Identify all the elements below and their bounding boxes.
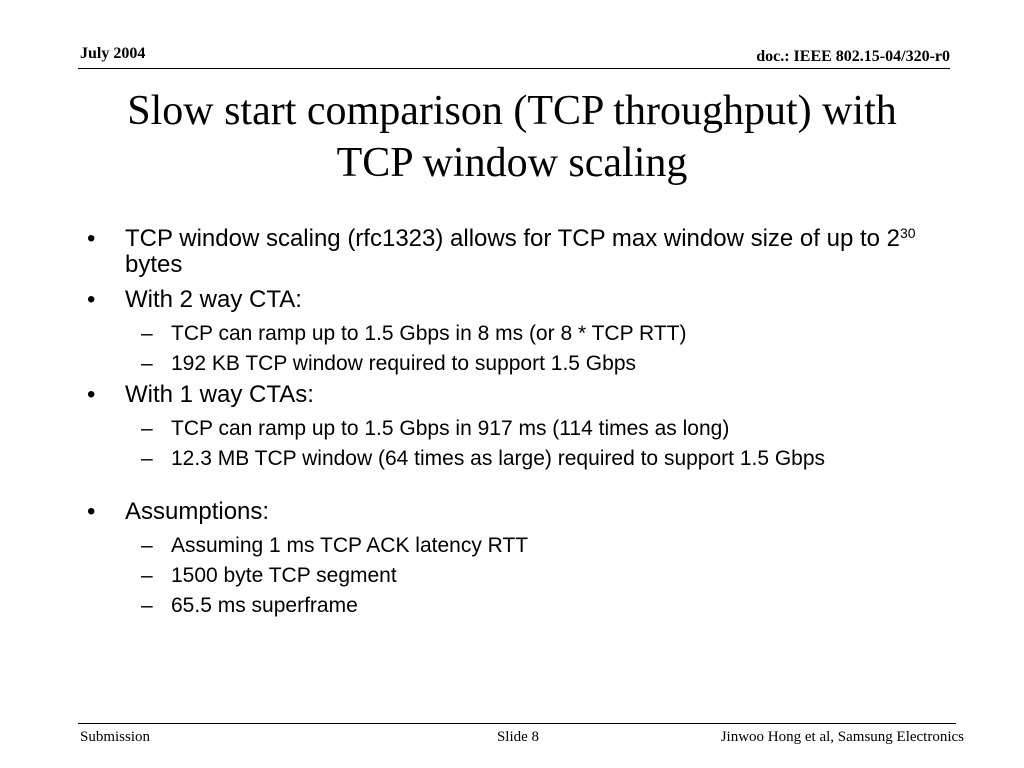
bullet-text: Assumptions: [125, 498, 270, 525]
dash-marker: – [141, 417, 153, 440]
sub-bullet-ack-latency [78, 534, 938, 557]
bullet-text: bytes [125, 251, 183, 278]
sub-bullet-text: Assuming 1 ms TCP ACK latency RTT [171, 534, 529, 557]
sub-bullet-text: 192 KB TCP window required to support 1.5 Gbps [171, 352, 636, 375]
footer-authors: Jinwoo Hong et al, Samsung Electronics [720, 729, 964, 745]
sub-bullet-text: TCP can ramp up to 1.5 Gbps in 917 ms (114 times as long) [171, 417, 730, 440]
footer-slide-number: Slide 8 [496, 729, 540, 745]
bullet-text: With 1 way CTAs: [125, 381, 314, 408]
dash-marker: – [141, 534, 153, 557]
sub-bullet-superframe [78, 594, 938, 617]
bullet-text: With 2 way CTA: [125, 286, 302, 313]
header-divider [78, 68, 950, 69]
slide-title-line-1: Slow start comparison (TCP throughput) with [127, 88, 897, 134]
header-date: July 2004 [80, 45, 146, 62]
exponent: 30 [900, 225, 916, 241]
sub-bullet-text: 1500 byte TCP segment [171, 564, 397, 587]
bullet-two-way-cta [78, 287, 938, 313]
bullet-marker: • [87, 225, 96, 252]
bullet-assumptions [78, 499, 938, 525]
bullet-text: TCP window scaling (rfc1323) allows for TCP max window size of up to 2 [125, 225, 900, 252]
slide-title-line-2: TCP window scaling [336, 140, 688, 186]
dash-marker: – [141, 352, 153, 375]
bullet-window-scaling [78, 226, 938, 278]
sub-bullet-text: 12.3 MB TCP window (64 times as large) required to support 1.5 Gbps [171, 447, 826, 470]
dash-marker: – [141, 447, 153, 470]
bullet-one-way-cta [78, 382, 938, 408]
sub-bullet-text: TCP can ramp up to 1.5 Gbps in 8 ms (or 8 * TCP RTT) [171, 322, 687, 345]
bullet-marker: • [87, 498, 96, 525]
spacer [78, 477, 938, 499]
footer-divider [78, 723, 956, 724]
dash-marker: – [141, 594, 153, 617]
slide-body [78, 226, 938, 624]
sub-bullet-segment-size [78, 564, 938, 587]
sub-bullet-ramp-917ms [78, 417, 938, 440]
sub-bullet-text: 65.5 ms superframe [171, 594, 358, 617]
bullet-marker: • [87, 381, 96, 408]
sub-bullet-ramp-8ms [78, 322, 938, 345]
sub-bullet-192kb-window [78, 352, 938, 375]
footer-submission: Submission [80, 729, 151, 745]
sub-bullet-12mb-window [78, 447, 938, 470]
slide-title [60, 85, 964, 189]
header-doc-id: doc.: IEEE 802.15-04/320-r0 [756, 48, 950, 65]
dash-marker: – [141, 564, 153, 587]
bullet-marker: • [87, 286, 96, 313]
dash-marker: – [141, 322, 153, 345]
